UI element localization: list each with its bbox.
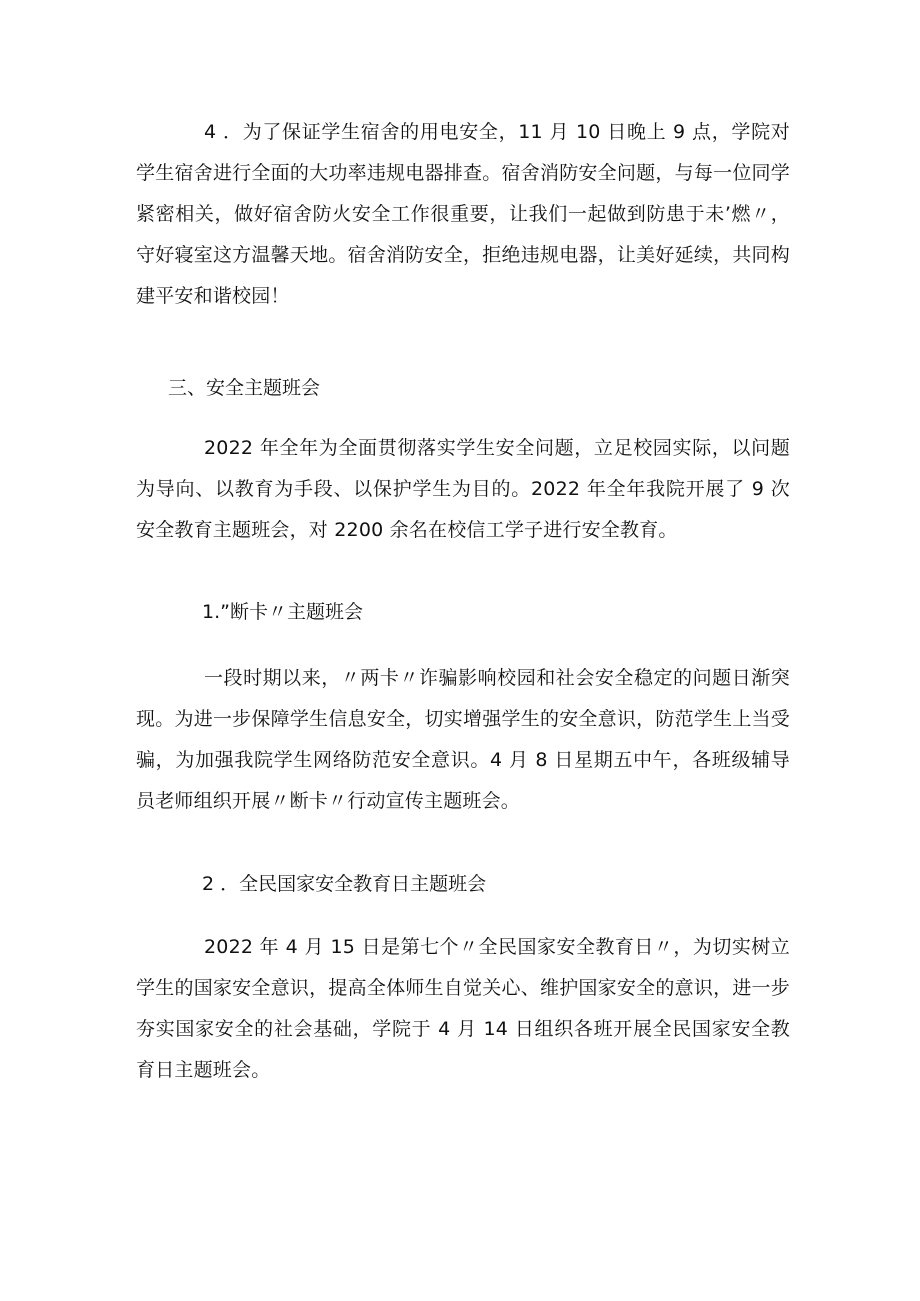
- paragraph-annual-summary: 2022 年全年为全面贯彻落实学生安全问题，立足校园实际，以问题为导向、以教育为手段、以保护学生为目的。2022 年全年我院开展了 9 次安全教育主题班会，对 2200 余名在校信工学子进行安全教育。: [136, 437, 790, 541]
- paragraph-card-fraud: 一段时期以来，〃两卡〃诈骗影响校园和社会安全稳定的问题日渐突现。为进一步保障学生信息安全，切实增强学生的安全意识，防范学生上当受骗，为加强我院学生网络防范安全意识。4 月 8 日星期五中午，各班级辅导员老师组织开展〃断卡〃行动宣传主题班会。: [136, 667, 790, 812]
- paragraph-national-security-day: 2022 年 4 月 15 日是第七个〃全民国家安全教育日〃，为切实树立学生的国家安全意识，提高全体师生自觉关心、维护国家安全的意识，进一步夯实国家安全的社会基础，学院于 4 月 14 日组织各班开展全民国家安全教育日主题班会。: [136, 936, 790, 1081]
- subheading-national-security-day: 2 ．全民国家安全教育日主题班会: [202, 873, 487, 895]
- section-heading-safety-class-meeting: 三、安全主题班会: [168, 377, 321, 399]
- subheading-card-breaking-meeting: 1.”断卡〃主题班会: [202, 601, 363, 623]
- paragraph-dorm-electric-safety: 4 ．为了保证学生宿舍的用电安全，11 月 10 日晚上 9 点，学院对学生宿舍进行全面的大功率违规电器排查。宿舍消防安全问题，与每一位同学紧密相关，做好宿舍防火安全工作很重要，让我们一起做到防患于未’燃〃，守好寝室这方温馨天地。宿舍消防安全，拒绝违规电器，让美好延续，共同构建平安和谐校园！: [136, 121, 790, 307]
